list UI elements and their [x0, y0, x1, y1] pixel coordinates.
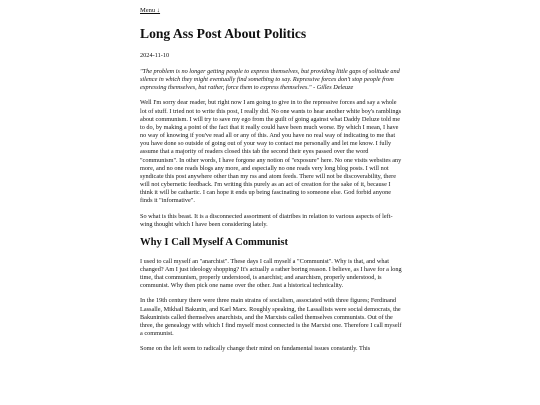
body-paragraph: Well I'm sorry dear reader, but right now I am going to give in to the repressive forces and say a whole lot of stuff. I tried not to write this post, I really did. No one wants to hear another white boy's ramblings about communism. I will try to save my ego from the guilt of going against what Daddy Deluze told me to do, by making a point of the fact that it really could have been much worse. By which I mean, I have no way of knowing if you've read all or any of this. And you have no real way of indicating to me that you have done so outside of going out of your way to contact me personally and let me know. I fully assume that a majority of readers closed this tab the second their eyes passed over the word "communism". In other words, I have forgone any notion of "exposure" here. No one visits websites any more, and no one reads blogs any more, and especially no one reads very long blog posts. I will not syndicate this post anywhere other than my rss and atom feeds. There will not be discoverability, there will not cybernetic feedback. I'm writing this purely as an act of creation for the sake of it, because I think it will be cathartic. I can hope it ends up being fascinating to someone else. God forbid anyone finds it "informative". — [140, 99, 402, 205]
section-paragraph: In the 19th century there were three main strains of socialism, associated with three figures; Ferdinand Lassalle, Mikhail Bakunin, and Karl Marx. Roughly speaking, the Lassallists were social democrats, the Bakuninists called themselves anarchists, and the Marxists called themselves communists. Out of the three, the genealogy with which I find myself most connected is the Marxist one. Therefore I call myself a communist. — [140, 297, 402, 338]
post-date: 2024-11-10 — [140, 52, 170, 59]
section-paragraph: I used to call myself an "anarchist". These days I call myself a "Communist". Why is that, and what changed? Am I just ideology shopping? It's actually a rather boring reason. I believe, as I have for a long time, that communism, properly understood, is anarchist; and anarchism, properly understood, is communist. Why then pick one name over the other. Just a historical technicality. — [140, 257, 402, 290]
section-heading: Why I Call Myself A Communist — [140, 236, 289, 248]
menu-link[interactable]: Menu ↓ — [140, 7, 161, 14]
post-title: Long Ass Post About Politics — [140, 26, 307, 41]
post-body — [140, 68, 402, 360]
section-paragraph: Some on the left seem to radically change their mind on fundamental issues constantly. This — [140, 345, 371, 353]
epigraph-quote: "The problem is no longer getting people to express themselves, but providing little gaps of solitude and silence in which they might eventually find something to say. Repressive forces don't stop people from expressing themselves, but rather, force them to express themselves." - Gilles Deleuze — [140, 68, 400, 92]
body-paragraph: So what is this beast. It is a disconnected assortment of diatribes in relation to various aspects of left-wing thought which I have been considering lately. — [140, 212, 393, 228]
